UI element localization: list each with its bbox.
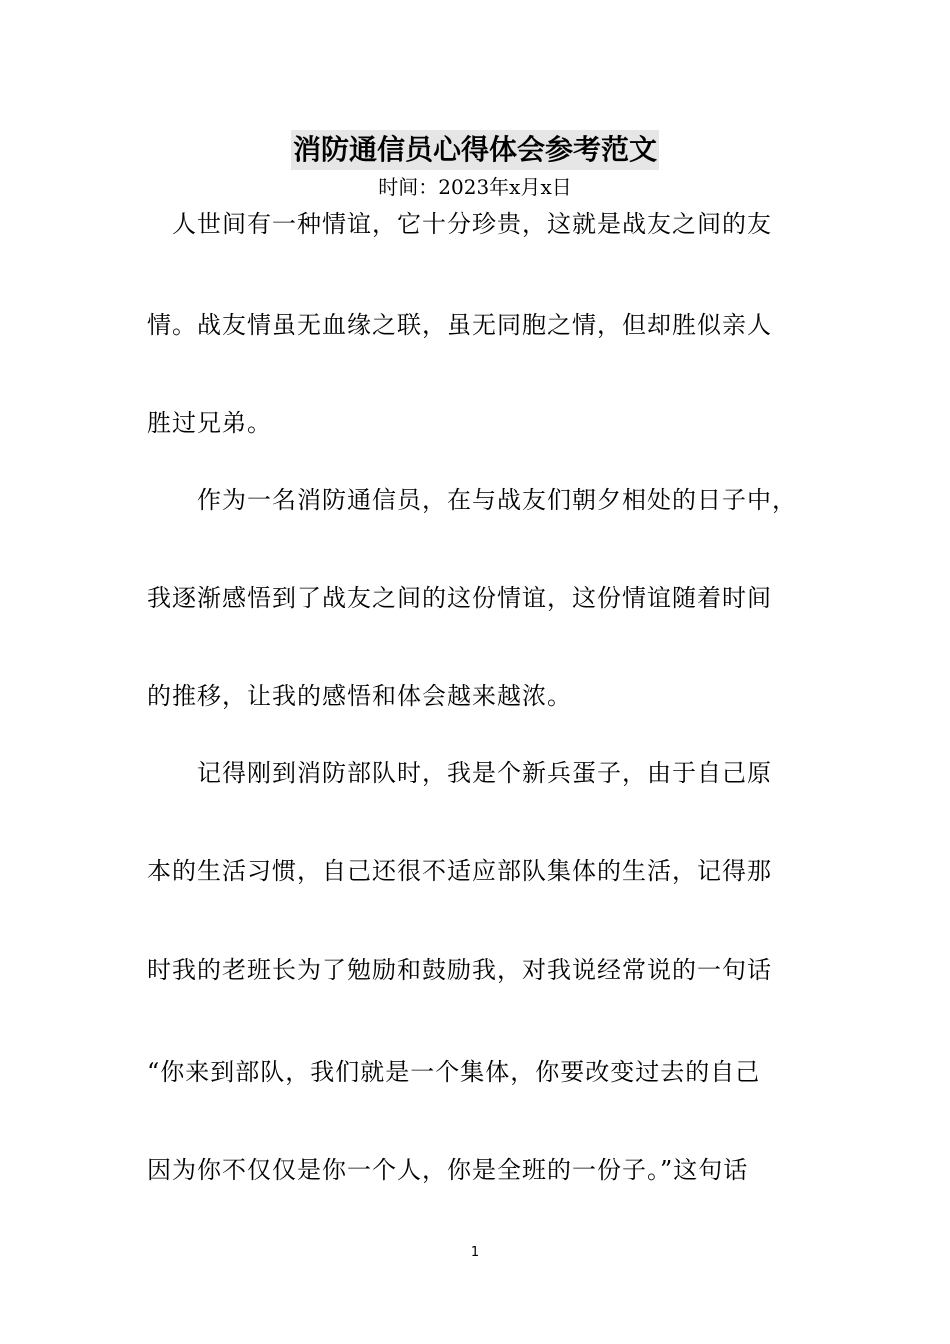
document-date: 时间：2023年x月x日 <box>378 175 572 199</box>
body-line: 本的生活习惯，自己还很不适应部队集体的生活，记得那 <box>147 857 772 885</box>
body-line: 因为你不仅仅是你一个人，你是全班的一份子。”这句话 <box>147 1156 749 1184</box>
body-line: 记得刚到消防部队时，我是个新兵蛋子，由于自己原 <box>147 759 772 787</box>
body-line: 胜过兄弟。 <box>147 409 272 437</box>
body-line: 作为一名消防通信员，在与战友们朝夕相处的日子中， <box>147 486 797 514</box>
document-title: 消防通信员心得体会参考范文 <box>291 130 659 170</box>
title-container <box>0 130 950 170</box>
body-line: 的推移，让我的感悟和体会越来越浓。 <box>147 682 572 710</box>
body-line: “你来到部队，我们就是一个集体，你要改变过去的自己 <box>147 1058 761 1086</box>
body-line: 情。战友情虽无血缘之联，虽无同胞之情，但却胜似亲人 <box>147 311 772 339</box>
body-line: 时我的老班长为了勉励和鼓励我，对我说经常说的一句话 <box>147 956 772 984</box>
body-line: 我逐渐感悟到了战友之间的这份情谊，这份情谊随着时间 <box>147 584 772 612</box>
page-number: 1 <box>470 1245 480 1260</box>
body-line: 人世间有一种情谊，它十分珍贵，这就是战友之间的友 <box>147 210 772 238</box>
